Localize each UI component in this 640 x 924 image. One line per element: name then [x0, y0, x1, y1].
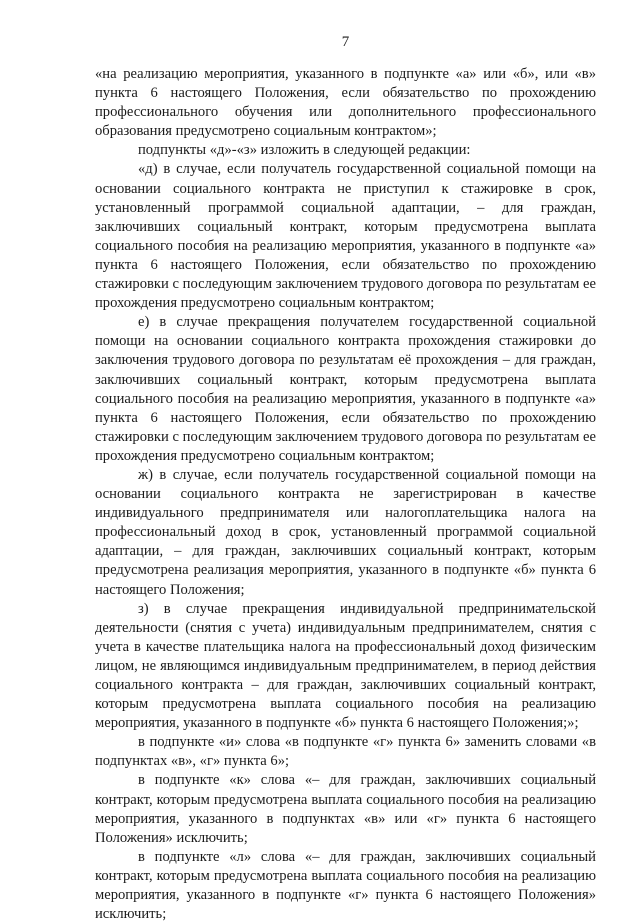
paragraph-amend-k: в подпункте «к» слова «– для граждан, заключивших социальный контракт, которым предусмотрена выплата социального пособия на реализацию мероприятия, указанного в подпунктах «в» или «г» пункта 6 настоящего Положения» исключить; [95, 772, 596, 846]
paragraph-subitem-zh: ж) в случае, если получатель государственной социальной помощи на основании социального контракта не зарегистрирован в качестве индивидуального предпринимателя или налогоплательщика налога на профессиональный доход в срок, установленный программой социальной адаптации, – для граждан, заключивших социальный контракт, которым предусмотрена реализация мероприятия, указанного в подпункте «б» пункта 6 настоящего Положения; [95, 466, 596, 598]
paragraph-subitem-e: е) в случае прекращения получателем государственной социальной помощи на основании социального контракта прохождения стажировки до заключения трудового договора по результатам её прохождения – для граждан, заключивших социальный контракт, которым предусмотрена выплата социального пособия на реализацию мероприятия, указанного в подпункте «а» пункта 6 настоящего Положения, если обязательство по прохождению стажировки с последующим заключением трудового договора по результатам ее прохождения предусмотрено социальным контрактом; [95, 314, 596, 464]
paragraph-subitems-intro: подпункты «д»-«з» изложить в следующей редакции: [138, 142, 471, 159]
paragraph-amend-i: в подпункте «и» слова «в подпункте «г» пункта 6» заменить словами «в подпунктах «в», «г» пункта 6»; [95, 734, 596, 770]
paragraph-subitem-z: з) в случае прекращения индивидуальной предпринимательской деятельности (снятия с учета) индивидуальным предпринимателем, снятия с учета в качестве плательщика налога на профессиональный доход физическим лицом, не являющимся индивидуальным предпринимателем, в период действия социального контракта – для граждан, заключивших социальный контракт, которым предусмотрена выплата социального пособия на реализацию мероприятия, указанного в подпункте «б» пункта 6 настоящего Положения;»; [95, 600, 596, 732]
page-number: 7 [341, 34, 350, 50]
paragraph-continuation: «на реализацию мероприятия, указанного в подпункте «а» или «б», или «в» пункта 6 настоящего Положения, если обязательство по прохождению профессионального обучения или дополнительного профессионального образования предусмотрено социальным контрактом»; [95, 66, 596, 140]
paragraph-subitem-d: «д) в случае, если получатель государственной социальной помощи на основании социального контракта не приступил к стажировке в срок, установленный программой социальной адаптации, – для граждан, заключивших социальный контракт, которым предусмотрена выплата социального пособия на реализацию мероприятия, указанного в подпункте «а» пункта 6 настоящего Положения, если обязательство по прохождению стажировки с последующим заключением трудового договора по результатам ее прохождения предусмотрено социальным контрактом; [95, 161, 596, 312]
paragraph-amend-l: в подпункте «л» слова «– для граждан, заключивших социальный контракт, которым предусмотрена выплата социального пособия на реализацию мероприятия, указанного в подпункте «г» пункта 6 настоящего Положения» исключить; [95, 848, 596, 923]
